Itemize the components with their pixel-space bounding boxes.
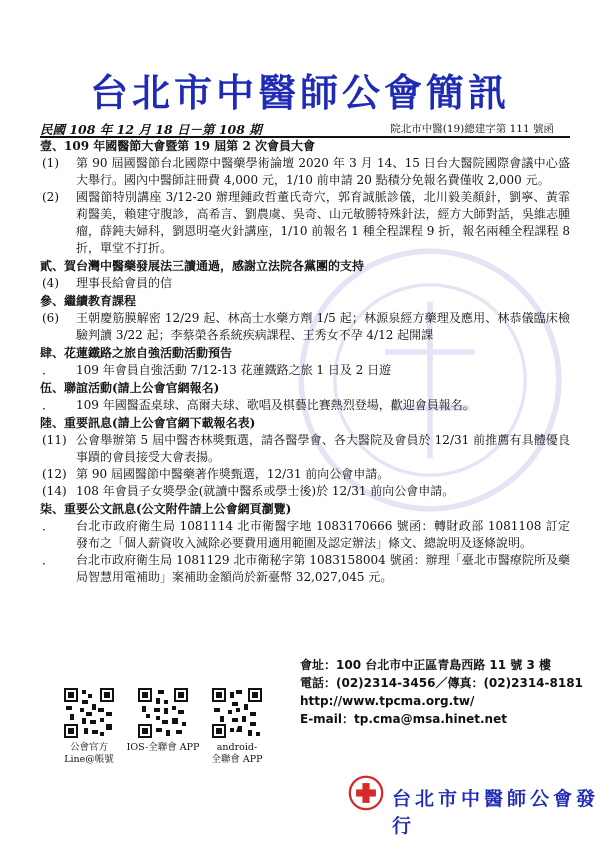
list-item (40, 518, 570, 552)
section-heading: 參、繼續教育課程 (40, 294, 137, 308)
android-app-qr-code[interactable] (212, 688, 262, 738)
item-text: 109 年會員自強活動 7/12-13 花蓮鐵路之旅 1 日及 2 日遊 (76, 363, 392, 377)
email-link[interactable]: E-mail：tp.cma@msa.hinet.net (300, 712, 507, 726)
contact-info (300, 656, 583, 728)
list-item (40, 432, 570, 466)
item-number: ． (42, 398, 55, 412)
item-number: ． (42, 363, 55, 377)
qr-label-line: android- (216, 742, 258, 753)
section-heading: 陸、重要訊息(請上公會官網下載報名表) (40, 416, 256, 430)
section-heading: 壹、109 年國醫節大會暨第 19 屆第 2 次會員大會 (40, 139, 315, 153)
list-item (40, 155, 570, 189)
item-number: (2) (42, 190, 59, 204)
list-item (40, 189, 570, 257)
list-item (40, 397, 570, 414)
item-number: ． (42, 519, 55, 533)
newsletter-body (40, 137, 570, 586)
section-heading: 柒、重要公文訊息(公文附件請上公會網頁瀏覽) (40, 502, 292, 516)
address: 會址：100 台北市中正區青島西路 11 號 3 樓 (300, 658, 551, 672)
qr-code-icon (64, 688, 114, 738)
qr-label-line: IOS-全聯會 APP (126, 742, 200, 753)
item-text: 第 90 屆國醫節台北國際中醫藥學術論壇 2020 年 3 月 14、15 日台大醫院國際會議中心盛大舉行。國內中醫師註冊費 4,000 元，1/10 前申請 20 點積分免報名費僅收 2,000 元。 (76, 156, 570, 187)
list-item (40, 362, 570, 379)
ios-app-qr-code[interactable] (138, 688, 188, 738)
item-text: 理事長給會員的信 (76, 276, 173, 290)
item-text: 109 年國醫盃桌球、高爾夫球、歌唱及棋藝比賽熱烈登場，歡迎會員報名。 (76, 398, 475, 412)
item-number: (14) (42, 484, 67, 498)
section-heading: 貳、賀台灣中醫藥發展法三讀通過，感謝立法院各黨團的支持 (40, 259, 365, 273)
item-text: 108 年會員子女獎學金(就讀中醫系或學士後)於 12/31 前向公會申請。 (76, 484, 455, 498)
website-link[interactable]: http://www.tpcma.org.tw/ (300, 694, 475, 708)
item-number: (6) (42, 311, 59, 325)
item-text: 台北市政府衛生局 1081129 北市衛秘字第 1083158004 號函：辦理「臺北市醫療院所及藥局智慧用電補助」案補助金額尚於新臺幣 32,027,045 元。 (76, 553, 570, 584)
newsletter-title: 台北市中醫師公會簡訊 (89, 71, 510, 115)
item-number: ． (42, 553, 55, 567)
permit-number: 院北市中醫(19)總建字第 111 號函 (390, 123, 554, 135)
section-heading: 伍、聯誼活動(請上公會官網報名) (40, 381, 220, 395)
item-number: (4) (42, 276, 59, 290)
line-qr-code[interactable] (64, 688, 114, 738)
item-text: 第 90 屆國醫節中醫藥著作獎甄選，12/31 前向公會申請。 (76, 467, 390, 481)
list-item (40, 310, 570, 344)
section-heading: 肆、花蓮鐵路之旅自強活動活動預告 (40, 346, 233, 360)
qr-label (56, 742, 122, 766)
list-item (40, 552, 570, 586)
item-text: 台北市政府衛生局 1081114 北市衛醫字地 1083170666 號函：轉財政部 1081108 訂定發布之「個人薪資收入減除必要費用適用範圍及認定辦法」條文、總說明及逐條說明。 (76, 519, 570, 550)
item-text: 國醫節特別講座 3/12-20 辦理鍾政哲董氏奇穴，郭育誠脈診儀，北川毅美顏針，劉寧、黃霏莉醫美，賴建守腹診，高希言、劉農虞、吳奇、山元敏勝特殊針法，經方大師對話，吳維志腫瘤，薛鈍夫婦科，劉恩明毫火針講座，1/10 前報名 1 種全程課程 9 折，報名兩種全程課程 8 折，單堂不打折。 (76, 190, 570, 255)
phone-fax: 電話：(02)2314-3456／傳真：(02)2314-8181 (300, 676, 583, 690)
list-item (40, 466, 570, 483)
item-number: (11) (42, 433, 67, 447)
qr-label (200, 742, 274, 766)
qr-label (126, 742, 200, 754)
list-item[interactable] (40, 275, 570, 292)
qr-code-icon (212, 688, 262, 738)
item-text: 公會舉辦第 5 屆中醫杏林獎甄選，請各醫學會、各大醫院及會員於 12/31 前推薦有具體優良事蹟的會員接受大會表揚。 (76, 433, 570, 464)
item-number: (12) (42, 467, 67, 481)
qr-label-line: 全聯會 APP (211, 754, 263, 765)
qr-label-line: 公會官方 (69, 742, 108, 753)
qr-label-line: Line@帳號 (64, 754, 114, 765)
publisher-name: 台北市中醫師公會發行 (392, 788, 600, 837)
red-cross-seal-icon (348, 775, 384, 811)
issue-date: 民國 108 年 12 月 18 日－第 108 期 (40, 122, 262, 137)
item-text: 王朝慶筋膜解密 12/29 起、林高士水藥方劑 1/5 起；林源泉經方藥理及應用、林恭儀臨床檢驗判讀 3/22 起；李蔡榮各系統疾病課程、王秀女不孕 4/12 起開課 (76, 311, 570, 342)
qr-code-icon (138, 688, 188, 738)
item-number: (1) (42, 156, 59, 170)
list-item (40, 483, 570, 500)
